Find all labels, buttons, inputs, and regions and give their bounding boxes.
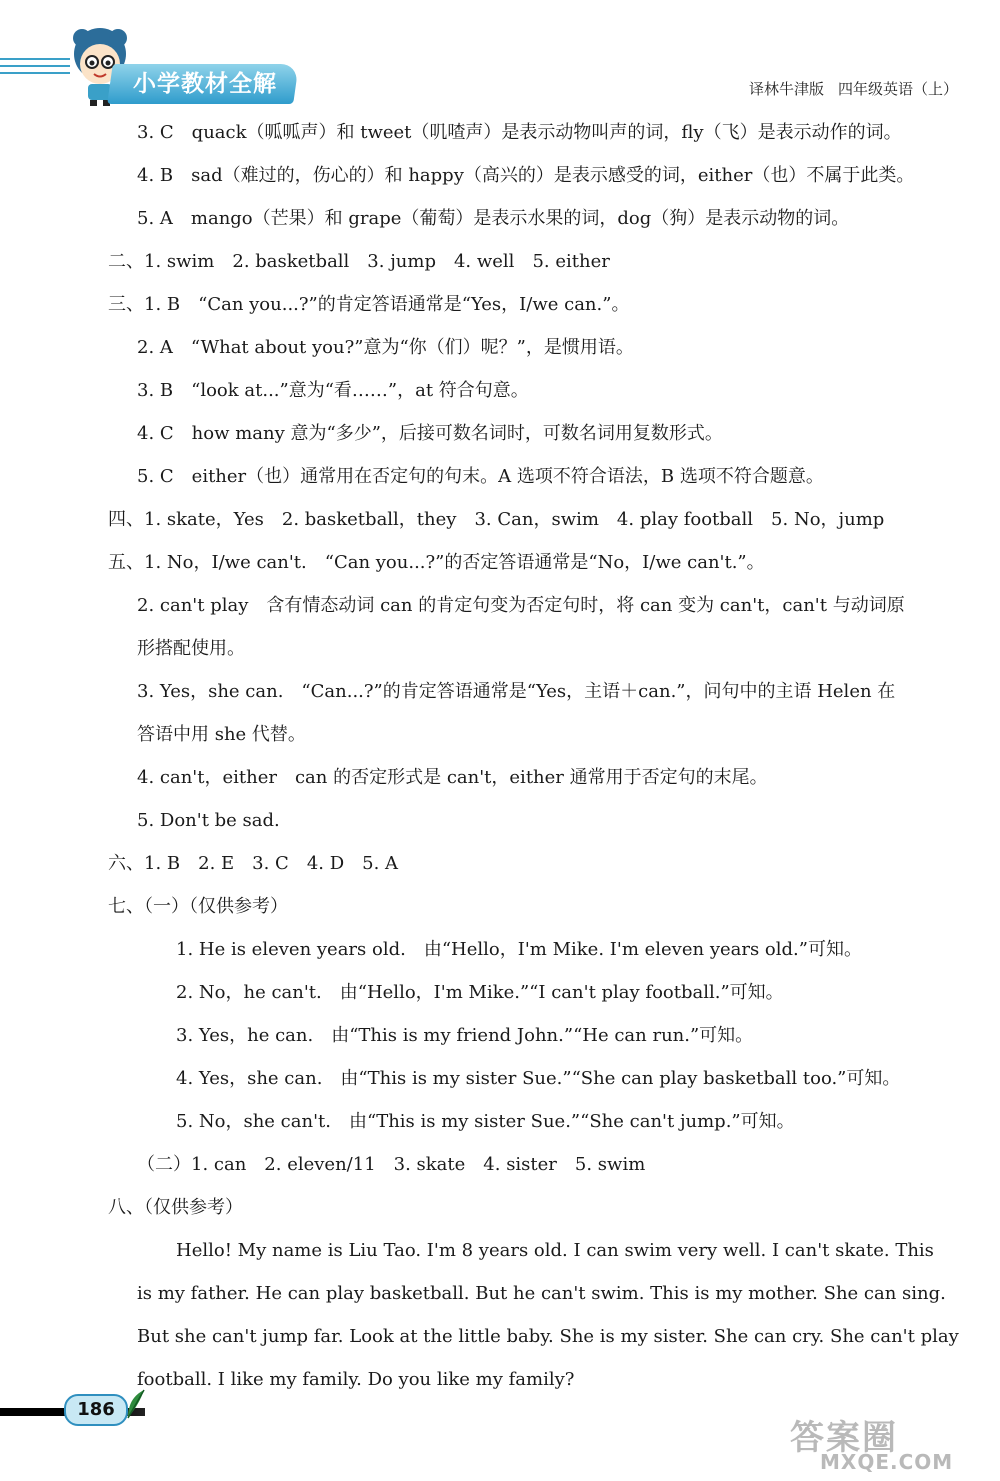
section-line: 二、1. swim 2. basketball 3. jump 4. well 5. either <box>108 251 610 272</box>
essay-line: is my father. He can play basketball. But he can't swim. This is my mother. She can sing. <box>137 1283 946 1304</box>
publisher: 译林牛津版 <box>748 80 824 98</box>
answer-line: 2. A “What about you?”意为“你（们）呢？”，是惯用语。 <box>137 337 634 358</box>
answer-line: 5. C either（也）通常用在否定句的句末。A 选项不符合语法，B 选项不符合题意。 <box>137 466 824 487</box>
answer-line: 1. He is eleven years old. 由“Hello，I'm Mike. I'm eleven years old.”可知。 <box>176 939 862 960</box>
answer-line: 2. can't play 含有情态动词 can 的肯定句变为否定句时，将 can 变为 can't，can't 与动词原 <box>137 595 905 616</box>
page-header <box>0 0 1000 110</box>
section-line: 七、（一）（仅供参考） <box>108 896 288 917</box>
feather-icon <box>124 1388 148 1422</box>
watermark-seal: 答案圈 <box>790 1418 898 1458</box>
book-title: 小学教材全解 <box>133 71 277 97</box>
essay-line: Hello! My name is Liu Tao. I'm 8 years old. I can swim very well. I can't skate. This <box>176 1240 934 1261</box>
answer-line: 4. can't，either can 的否定形式是 can't，either 通常用于否定句的末尾。 <box>137 767 768 788</box>
section-line: 八、（仅供参考） <box>108 1197 243 1218</box>
watermark <box>790 1410 990 1474</box>
section-line: 四、1. skate，Yes 2. basketball，they 3. Can，swim 4. play football 5. No，jump <box>108 509 885 530</box>
essay-line: But she can't jump far. Look at the little baby. She is my sister. She can cry. She can't play <box>137 1326 959 1347</box>
answer-line-continuation: 形搭配使用。 <box>137 638 245 659</box>
answer-line: 4. B sad（难过的，伤心的）和 happy（高兴的）是表示感受的词，either（也）不属于此类。 <box>137 165 915 186</box>
answer-line: 3. C quack（呱呱声）和 tweet（叽喳声）是表示动物叫声的词，fly（飞）是表示动作的词。 <box>137 122 902 143</box>
answer-line: 2. No，he can't. 由“Hello，I'm Mike.”“I can't play football.”可知。 <box>176 982 784 1003</box>
answer-line: 5. A mango（芒果）和 grape（葡萄）是表示水果的词，dog（狗）是表示动物的词。 <box>137 208 850 229</box>
answer-line: 4. C how many 意为“多少”，后接可数名词时，可数名词用复数形式。 <box>137 423 723 444</box>
watermark-url: MXQE.COM <box>820 1450 954 1474</box>
edition-info <box>749 78 958 99</box>
answer-line: 5. Don't be sad. <box>137 810 280 831</box>
answer-line: 5. No，she can't. 由“This is my sister Sue.”“She can't jump.”可知。 <box>176 1111 795 1132</box>
answer-line-continuation: 答语中用 she 代替。 <box>137 724 306 745</box>
essay-line: football. I like my family. Do you like my family? <box>137 1369 575 1390</box>
answer-line: 3. Yes，he can. 由“This is my friend John.”“He can run.”可知。 <box>176 1025 754 1046</box>
answer-line: 3. B “look at...”意为“看……”，at 符合句意。 <box>137 380 529 401</box>
answer-line: 4. Yes，she can. 由“This is my sister Sue.”“She can play basketball too.”可知。 <box>176 1068 901 1089</box>
section-line: 六、1. B 2. E 3. C 4. D 5. A <box>108 853 399 874</box>
section-line: （二）1. can 2. eleven/11 3. skate 4. sister 5. swim <box>137 1154 646 1175</box>
section-line: 三、1. B “Can you...?”的肯定答语通常是“Yes，I/we can.”。 <box>108 294 630 315</box>
grade-subject: 四年级英语（上） <box>837 80 958 98</box>
section-line: 五、1. No，I/we can't. “Can you...?”的否定答语通常是“No，I/we can't.”。 <box>108 552 765 573</box>
answer-line: 3. Yes，she can. “Can...?”的肯定答语通常是“Yes，主语＋can.”，问句中的主语 Helen 在 <box>137 681 896 702</box>
page-number: 186 <box>77 1399 115 1420</box>
